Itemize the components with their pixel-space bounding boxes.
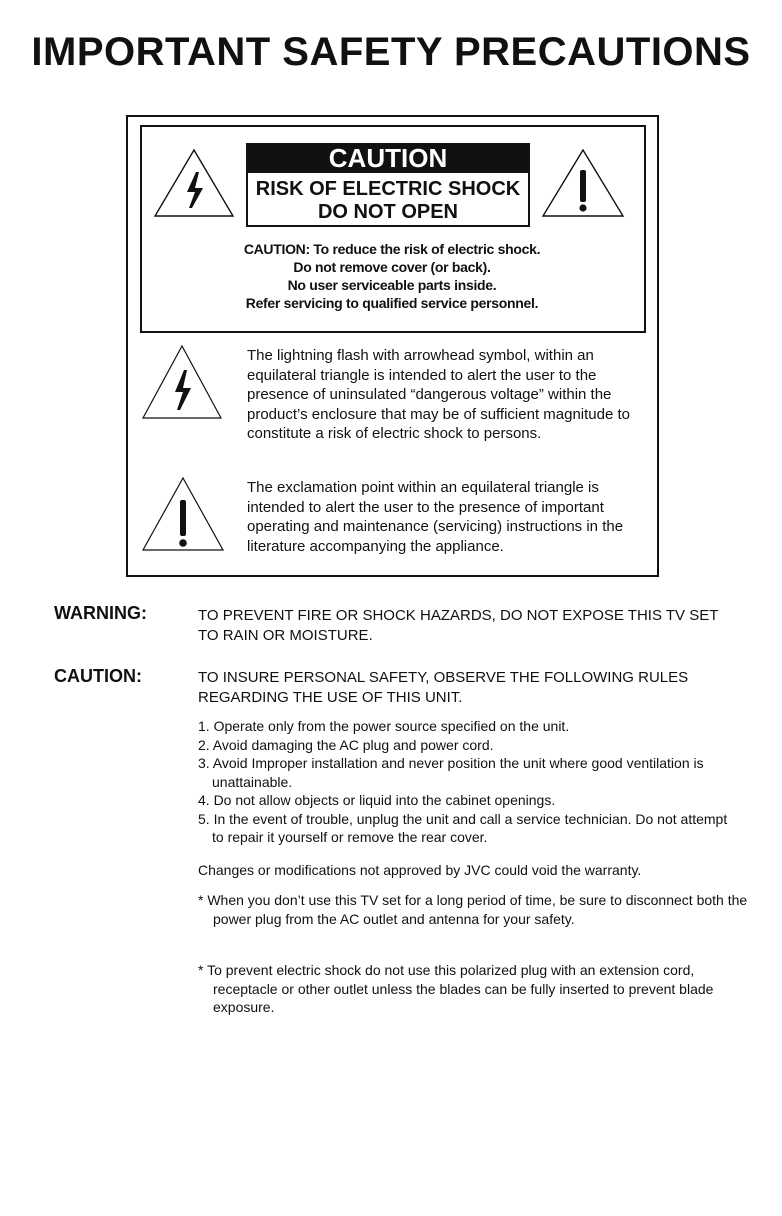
list-item: 3. Avoid Improper installation and never position the unit where good ventilation is unattainable.	[198, 755, 704, 790]
note-disconnect: * When you don’t use this TV set for a long period of time, be sure to disconnect both the power plug from the AC outlet and antenna for your safety.	[198, 892, 748, 927]
lightning-triangle-icon	[141, 344, 223, 420]
caution-instruction-line: CAUTION: To reduce the risk of electric shock.	[243, 241, 541, 257]
lightning-triangle-icon	[153, 148, 235, 218]
caution-instruction-line: Refer servicing to qualified service personnel.	[245, 295, 539, 311]
safety-rules-list	[198, 717, 738, 847]
lightning-symbol-explanation: The lightning flash with arrowhead symbol, within an equilateral triangle is intended to alert the user to the presence of uninsulated “dangerous voltage” within the product’s enclosure that may be of sufficient magnitude to constitute a risk of electric shock to persons.	[247, 347, 631, 442]
exclamation-symbol-explanation: The exclamation point within an equilateral triangle is intended to alert the user to the presence of important operating and maintenance (servicing) instructions in the literature accompanying the appliance.	[247, 479, 624, 555]
list-item: 2. Avoid damaging the AC plug and power cord.	[198, 736, 494, 753]
caution-label: CAUTION:	[54, 666, 142, 686]
caution-banner: CAUTION	[246, 143, 530, 173]
warranty-notice: Changes or modifications not approved by JVC could void the warranty.	[198, 862, 642, 878]
list-item: 4. Do not allow objects or liquid into the cabinet openings.	[198, 792, 556, 808]
risk-of-shock-label	[246, 173, 530, 227]
note-polarized-plug: * To prevent electric shock do not use this polarized plug with an extension cord, receptacle or other outlet unless the blades can be fully inserted to prevent blade exposure.	[198, 962, 714, 1015]
caution-text: TO INSURE PERSONAL SAFETY, OBSERVE THE FOLLOWING RULES REGARDING THE USE OF THIS UNIT.	[198, 669, 689, 706]
caution-instruction-line: No user serviceable parts inside.	[287, 277, 497, 293]
list-item: 1. Operate only from the power source specified on the unit.	[198, 718, 570, 734]
exclamation-triangle-icon	[541, 148, 625, 218]
risk-line-1: RISK OF ELECTRIC SHOCK	[255, 178, 521, 200]
list-item: 5. In the event of trouble, unplug the unit and call a service technician. Do not attempt to repair it yourself or remove the rear cover.	[198, 810, 728, 845]
risk-line-2: DO NOT OPEN	[317, 201, 458, 223]
warning-text: TO PREVENT FIRE OR SHOCK HAZARDS, DO NOT EXPOSE THIS TV SET TO RAIN OR MOISTURE.	[198, 607, 719, 644]
exclamation-triangle-icon	[141, 476, 225, 552]
caution-instruction-line: Do not remove cover (or back).	[293, 259, 491, 275]
page-title: IMPORTANT SAFETY PRECAUTIONS	[31, 30, 751, 74]
caution-instructions	[150, 240, 634, 312]
warning-label: WARNING:	[54, 603, 147, 623]
